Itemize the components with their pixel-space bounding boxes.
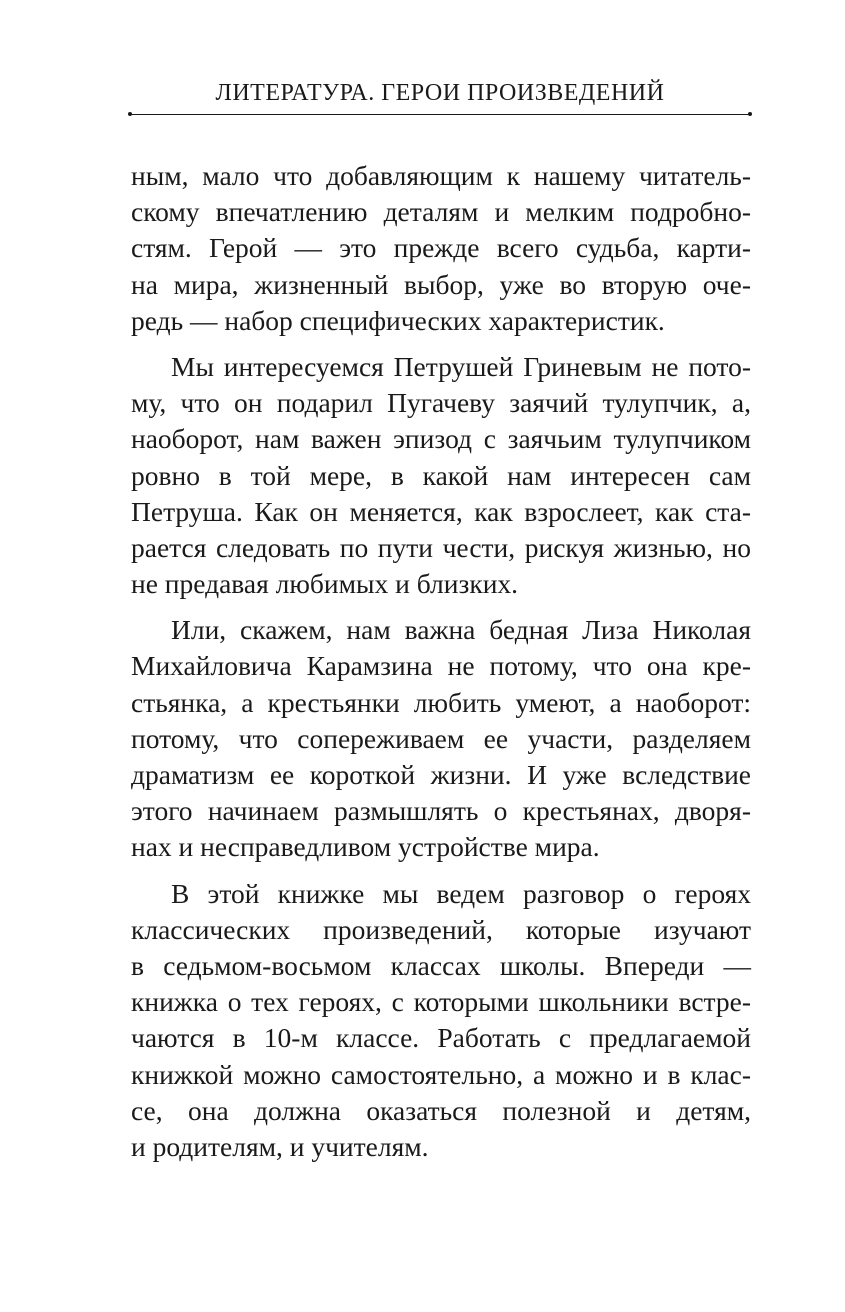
text-line: книжка о тех героях, с которыми школьники встре- xyxy=(131,986,751,1018)
header-rule xyxy=(130,114,750,115)
text-line: чаются в 10-м классе. Работать с предлагаемой xyxy=(131,1022,751,1054)
text-line: книжкой можно самостоятельно, а можно и в клас- xyxy=(131,1058,751,1090)
paragraph-2 xyxy=(131,349,751,602)
paragraph-3 xyxy=(131,612,751,865)
text-line: Мы интересуемся Петрушей Гриневым не пото- xyxy=(171,350,751,382)
text-line: потому, что сопереживаем ее участи, разделяем xyxy=(131,722,751,754)
text-line: рается следовать по пути чести, рискуя жизнью, но xyxy=(131,531,751,563)
text-line: скому впечатлению деталям и мелким подробно- xyxy=(131,196,751,228)
text-line: Или, скажем, нам важна бедная Лиза Николая xyxy=(171,614,751,646)
text-line: и родителям, и учителям. xyxy=(131,1130,429,1162)
text-line: ровно в той мере, в какой нам интересен сам xyxy=(131,459,751,491)
text-line: редь — набор специфических характеристик. xyxy=(131,304,665,336)
paragraph-1 xyxy=(131,158,751,339)
text-line: се, она должна оказаться полезной и детям, xyxy=(131,1094,751,1126)
text-line: Михайловича Карамзина не потому, что она кре- xyxy=(131,650,751,682)
text-line: в седьмом-восьмом классах школы. Впереди — xyxy=(131,949,751,981)
text-line: В этой книжке мы ведем разговор о героях xyxy=(171,877,751,909)
text-line: этого начинаем размышлять о крестьянах, дворя- xyxy=(131,795,751,827)
paragraph-4 xyxy=(131,876,751,1166)
text-line: стям. Герой — это прежде всего судьба, карти- xyxy=(131,232,751,264)
text-line: нах и несправедливом устройстве мира. xyxy=(131,831,600,863)
text-line: драматизм ее короткой жизни. И уже вследствие xyxy=(131,759,751,790)
body-text xyxy=(131,158,751,1175)
text-line: Петруша. Как он меняется, как взрослеет, как ста- xyxy=(131,495,751,527)
text-line: наоборот, нам важен эпизод с заячьим тулупчиком xyxy=(131,423,751,455)
text-line: му, что он подарил Пугачеву заячий тулупчик, а, xyxy=(131,387,751,419)
running-head: ЛИТЕРАТУРА. ГЕРОИ ПРОИЗВЕДЕНИЙ xyxy=(215,80,665,106)
text-line: не предавая любимых и близких. xyxy=(131,568,519,600)
text-line: классических произведений, которые изучают xyxy=(131,913,751,945)
text-line: на мира, жизненный выбор, уже во вторую оче- xyxy=(131,268,751,300)
text-line: стьянка, а крестьянки любить умеют, а наоборот: xyxy=(131,686,751,718)
text-line: ным, мало что добавляющим к нашему читатель- xyxy=(131,160,751,191)
